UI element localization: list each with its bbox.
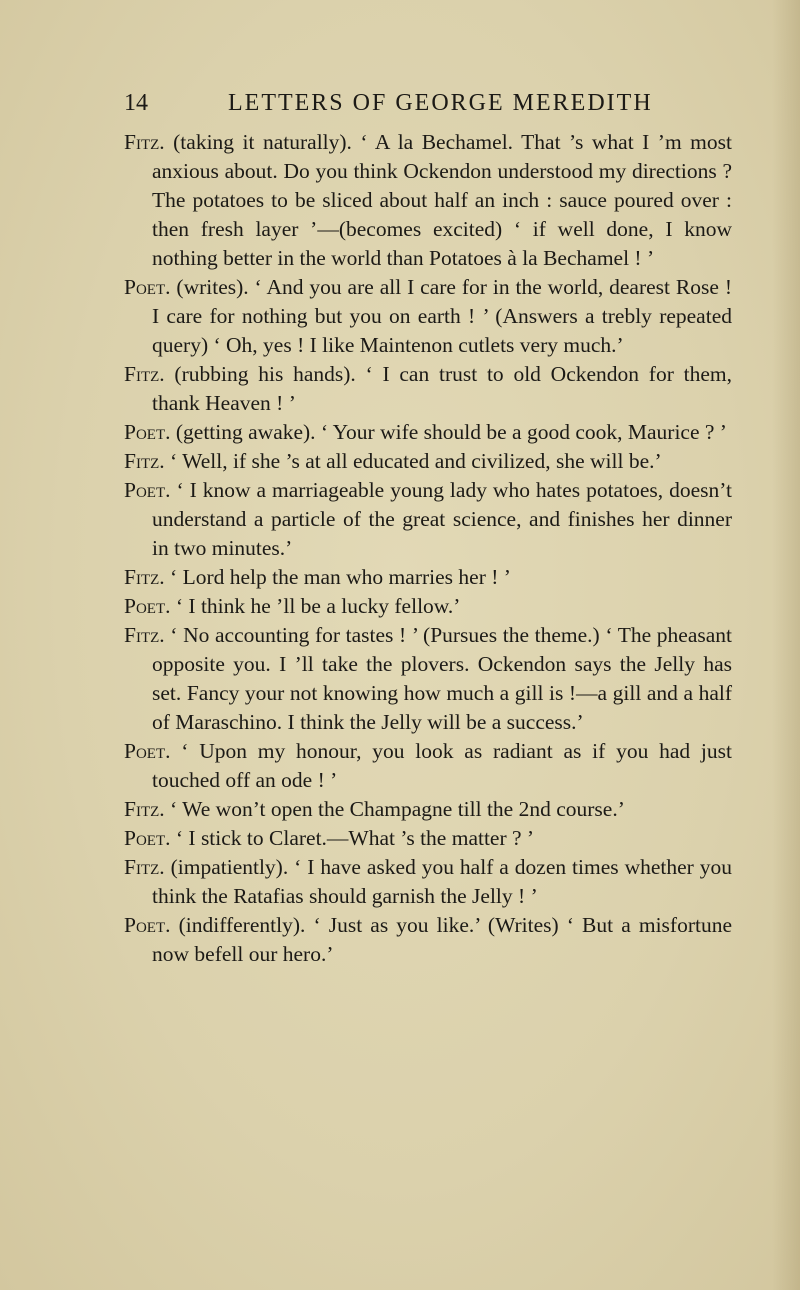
speaker-name: Poet.: [124, 739, 171, 763]
speaker-name: Fitz.: [124, 797, 165, 821]
page-edge-shadow: [772, 0, 800, 1290]
speaker-name: Fitz.: [124, 855, 165, 879]
dialogue-entry: [124, 737, 732, 795]
dialogue-text: ‘ We won’t open the Champagne till the 2nd course.’: [164, 797, 625, 821]
dialogue-text: (indifferently). ‘ Just as you like.’ (Writes) ‘ But a misfortune now befell our hero.’: [152, 913, 732, 966]
running-head: LETTERS OF GEORGE MEREDITH: [228, 90, 653, 116]
dialogue-text: ‘ No accounting for tastes ! ’ (Pursues the theme.) ‘ The pheasant opposite you. I ’ll take the plovers. Ockendon says the Jelly has set. Fancy your not knowing how much a gill is !—a gill and a half of Maraschino. I think the Jelly will be a success.’: [152, 623, 732, 734]
speaker-name: Fitz.: [124, 362, 165, 386]
speaker-name: Poet.: [124, 420, 171, 444]
speaker-name: Fitz.: [124, 565, 165, 589]
dialogue-entry: [124, 447, 732, 476]
speaker-name: Fitz.: [124, 130, 165, 154]
dialogue-text: (writes). ‘ And you are all I care for in the world, dearest Rose ! I care for nothing but you on earth ! ’ (Answers a trebly repeated query) ‘ Oh, yes ! I like Maintenon cutlets very much.’: [152, 275, 732, 357]
dialogue-entry: [124, 563, 732, 592]
speaker-name: Fitz.: [124, 623, 165, 647]
page-header: [0, 88, 800, 118]
speaker-name: Poet.: [124, 826, 171, 850]
dialogue-entry: [124, 476, 732, 563]
speaker-name: Poet.: [124, 275, 171, 299]
dialogue-entry: [124, 911, 732, 969]
dialogue-text: (impatiently). ‘ I have asked you half a dozen times whether you think the Ratafias should garnish the Jelly ! ’: [152, 855, 732, 908]
dialogue-entry: [124, 592, 732, 621]
dialogue-text: ‘ Lord help the man who marries her ! ’: [164, 565, 511, 589]
dialogue-entry: [124, 795, 732, 824]
speaker-name: Poet.: [124, 478, 171, 502]
dialogue-text: ‘ I think he ’ll be a lucky fellow.’: [170, 594, 461, 618]
dialogue-text: ‘ Well, if she ’s at all educated and civilized, she will be.’: [164, 449, 662, 473]
dialogue-text: ‘ Upon my honour, you look as radiant as if you had just touched off an ode ! ’: [152, 739, 732, 792]
speaker-name: Poet.: [124, 913, 171, 937]
speaker-name: Poet.: [124, 594, 171, 618]
dialogue-entry: [124, 128, 732, 273]
dialogue-text: ‘ I stick to Claret.—What ’s the matter ? ’: [170, 826, 535, 850]
dialogue-entry: [124, 273, 732, 360]
dialogue-entry: [124, 360, 732, 418]
page-number: 14: [124, 90, 148, 116]
dialogue-text: (rubbing his hands). ‘ I can trust to old Ockendon for them, thank Heaven ! ’: [152, 362, 732, 415]
dialogue-text: (taking it naturally). ‘ A la Bechamel. That ’s what I ’m most anxious about. Do you think Ockendon understood my directions ? The potatoes to be sliced about half an inch : sauce poured over : then fresh layer ’—(becomes excited) ‘ if well done, I know nothing better in the world than Potatoes à la Bechamel ! ’: [152, 130, 732, 270]
dialogue-body: [124, 128, 732, 969]
dialogue-entry: [124, 824, 732, 853]
dialogue-text: ‘ I know a marriageable young lady who hates potatoes, doesn’t understand a particle of the great science, and finishes her dinner in two minutes.’: [152, 478, 732, 560]
dialogue-entry: [124, 418, 732, 447]
dialogue-text: (getting awake). ‘ Your wife should be a good cook, Maurice ? ’: [170, 420, 727, 444]
dialogue-entry: [124, 621, 732, 737]
dialogue-entry: [124, 853, 732, 911]
speaker-name: Fitz.: [124, 449, 165, 473]
